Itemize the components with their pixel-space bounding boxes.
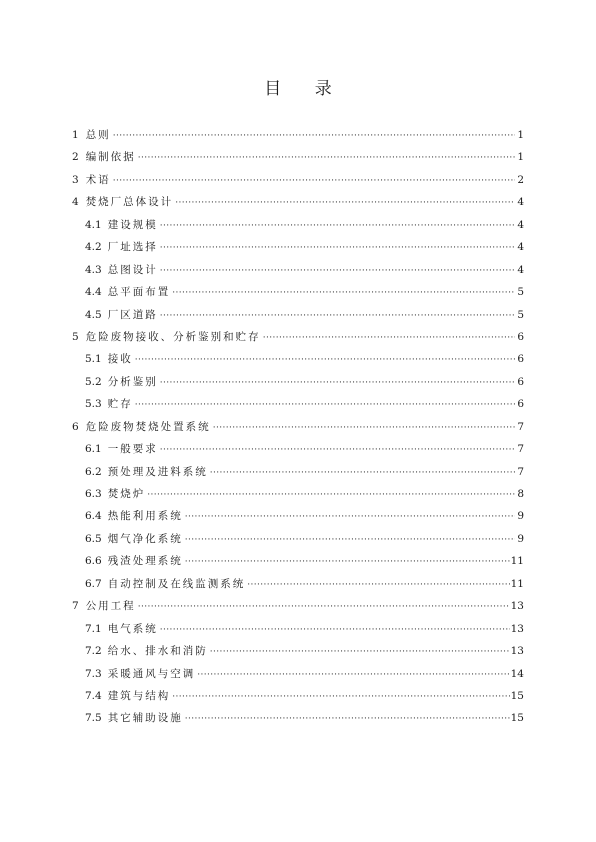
toc-entry[interactable] xyxy=(72,461,524,483)
toc-entry[interactable] xyxy=(72,707,524,729)
toc-entry-title: 分析鉴别 xyxy=(107,375,158,388)
toc-entry[interactable] xyxy=(72,483,524,505)
toc-entry-page-number: 15 xyxy=(510,712,524,725)
toc-entry-page-number: 4 xyxy=(517,196,524,209)
toc-entry-page-number: 14 xyxy=(510,667,524,680)
toc-dot-leader xyxy=(160,214,515,236)
toc-entry[interactable] xyxy=(72,528,524,550)
toc-entry[interactable] xyxy=(72,146,524,168)
toc-dot-leader xyxy=(135,393,515,415)
toc-dot-leader xyxy=(138,595,510,617)
toc-entry-title: 编制依据 xyxy=(85,151,136,164)
toc-entry-number: 6.7 xyxy=(85,577,102,590)
toc-dot-leader xyxy=(113,124,515,146)
toc-dot-leader xyxy=(113,169,515,191)
toc-entry-number: 4.5 xyxy=(85,308,102,321)
toc-entry[interactable] xyxy=(72,505,524,527)
toc-entry-number: 4 xyxy=(72,196,79,209)
toc-entry-page-number: 1 xyxy=(517,151,524,164)
table-of-contents xyxy=(72,124,524,730)
toc-entry[interactable] xyxy=(72,304,524,326)
toc-entry[interactable] xyxy=(72,348,524,370)
toc-dot-leader xyxy=(160,618,510,640)
toc-entry-page-number: 9 xyxy=(517,510,524,523)
toc-entry-title: 给水、排水和消防 xyxy=(107,645,208,658)
toc-entry[interactable] xyxy=(72,124,524,146)
toc-dot-leader xyxy=(247,573,509,595)
toc-entry[interactable] xyxy=(72,169,524,191)
toc-entry-number: 7.3 xyxy=(85,667,102,680)
toc-entry-number: 5.2 xyxy=(85,375,102,388)
toc-dot-leader xyxy=(213,416,515,438)
toc-dot-leader xyxy=(185,528,515,550)
toc-entry-number: 6.6 xyxy=(85,555,102,568)
toc-entry-number: 4.3 xyxy=(85,263,102,276)
toc-entry-number: 6.4 xyxy=(85,510,102,523)
toc-dot-leader xyxy=(185,505,515,527)
toc-dot-leader xyxy=(175,191,515,213)
page-title: 目 录 xyxy=(264,79,346,99)
toc-entry-number: 6.5 xyxy=(85,532,102,545)
toc-entry-title: 危险废物接收、分析鉴别和贮存 xyxy=(85,330,261,343)
toc-entry-page-number: 8 xyxy=(517,488,524,500)
toc-entry[interactable] xyxy=(72,685,524,707)
toc-entry-title: 总图设计 xyxy=(107,263,158,276)
toc-entry-title: 厂址选择 xyxy=(107,241,158,254)
toc-entry[interactable] xyxy=(72,640,524,662)
toc-dot-leader xyxy=(160,259,515,281)
toc-dot-leader xyxy=(160,236,515,258)
toc-entry-page-number: 9 xyxy=(517,532,524,545)
toc-entry-title: 热能利用系统 xyxy=(107,510,183,523)
toc-entry-number: 7 xyxy=(72,600,79,613)
toc-entry-title: 残渣处理系统 xyxy=(107,555,183,568)
toc-entry[interactable] xyxy=(72,371,524,393)
toc-entry-title: 建筑与结构 xyxy=(107,689,171,702)
toc-entry-title: 公用工程 xyxy=(85,600,136,613)
toc-entry[interactable] xyxy=(72,214,524,236)
toc-entry-number: 6.1 xyxy=(85,443,102,456)
toc-entry[interactable] xyxy=(72,281,524,303)
toc-dot-leader xyxy=(210,640,510,662)
toc-entry-number: 4.4 xyxy=(85,286,102,299)
toc-entry-page-number: 13 xyxy=(510,622,524,635)
toc-entry-title: 采暖通风与空调 xyxy=(107,667,196,680)
toc-entry-number: 6.3 xyxy=(85,488,102,500)
toc-entry-page-number: 15 xyxy=(510,689,524,702)
toc-entry-title: 接收 xyxy=(107,353,133,366)
toc-entry-title: 一般要求 xyxy=(107,443,158,456)
toc-entry-page-number: 6 xyxy=(517,353,524,366)
toc-entry-title: 术语 xyxy=(85,173,111,186)
toc-entry[interactable] xyxy=(72,595,524,617)
toc-entry[interactable] xyxy=(72,438,524,460)
toc-entry-number: 1 xyxy=(72,129,79,141)
toc-entry[interactable] xyxy=(72,618,524,640)
toc-entry-title: 厂区道路 xyxy=(107,308,158,321)
toc-entry-title: 其它辅助设施 xyxy=(107,712,183,725)
toc-entry-number: 3 xyxy=(72,173,79,186)
toc-entry-number: 2 xyxy=(72,151,79,164)
toc-dot-leader xyxy=(197,663,509,685)
toc-entry-number: 7.2 xyxy=(85,645,102,658)
toc-dot-leader xyxy=(185,550,510,572)
toc-entry[interactable] xyxy=(72,663,524,685)
toc-entry[interactable] xyxy=(72,550,524,572)
toc-entry-page-number: 1 xyxy=(517,129,524,141)
toc-entry-title: 烟气净化系统 xyxy=(107,532,183,545)
toc-entry-page-number: 7 xyxy=(517,443,524,456)
toc-entry-number: 6 xyxy=(72,420,79,433)
toc-entry-page-number: 7 xyxy=(517,465,524,478)
toc-entry-number: 4.1 xyxy=(85,218,102,231)
toc-entry-title: 危险废物焚烧处置系统 xyxy=(85,420,211,433)
toc-entry-title: 总则 xyxy=(85,129,111,141)
toc-entry[interactable] xyxy=(72,191,524,213)
toc-entry-number: 6.2 xyxy=(85,465,102,478)
toc-entry-page-number: 4 xyxy=(517,241,524,254)
toc-dot-leader xyxy=(263,326,515,348)
toc-dot-leader xyxy=(138,146,515,168)
toc-entry[interactable] xyxy=(72,259,524,281)
toc-entry-page-number: 11 xyxy=(510,555,524,568)
toc-entry-title: 自动控制及在线监测系统 xyxy=(107,577,246,590)
toc-entry-title: 焚烧厂总体设计 xyxy=(85,196,174,209)
toc-entry[interactable] xyxy=(72,326,524,348)
toc-entry-page-number: 4 xyxy=(517,263,524,276)
toc-entry-page-number: 5 xyxy=(517,286,524,299)
toc-entry[interactable] xyxy=(72,573,524,595)
toc-dot-leader xyxy=(210,461,515,483)
toc-entry-title: 贮存 xyxy=(107,398,133,411)
toc-dot-leader xyxy=(147,483,515,505)
toc-entry-page-number: 2 xyxy=(517,173,524,186)
toc-entry-title: 预处理及进料系统 xyxy=(107,465,208,478)
toc-dot-leader xyxy=(160,304,515,326)
toc-entry-number: 5.1 xyxy=(85,353,102,366)
toc-dot-leader xyxy=(185,707,510,729)
toc-dot-leader xyxy=(135,348,515,370)
toc-entry-page-number: 13 xyxy=(510,600,524,613)
toc-entry-page-number: 6 xyxy=(517,330,524,343)
toc-dot-leader xyxy=(160,438,515,460)
toc-entry-number: 7.4 xyxy=(85,689,102,702)
toc-entry-number: 5 xyxy=(72,330,79,343)
toc-entry-page-number: 7 xyxy=(517,420,524,433)
toc-entry-title: 建设规模 xyxy=(107,218,158,231)
toc-entry-page-number: 5 xyxy=(517,308,524,321)
toc-entry-page-number: 4 xyxy=(517,218,524,231)
toc-entry-title: 总平面布置 xyxy=(107,286,171,299)
toc-dot-leader xyxy=(172,685,509,707)
toc-entry-title: 电气系统 xyxy=(107,622,158,635)
toc-entry-number: 4.2 xyxy=(85,241,102,254)
toc-entry[interactable] xyxy=(72,393,524,415)
toc-entry-title: 焚烧炉 xyxy=(107,488,146,500)
toc-entry-number: 5.3 xyxy=(85,398,102,411)
toc-entry-number: 7.5 xyxy=(85,712,102,725)
toc-entry-page-number: 11 xyxy=(510,577,524,590)
toc-entry-page-number: 6 xyxy=(517,398,524,411)
toc-entry[interactable] xyxy=(72,416,524,438)
toc-entry-page-number: 6 xyxy=(517,375,524,388)
toc-dot-leader xyxy=(160,371,515,393)
toc-dot-leader xyxy=(172,281,515,303)
toc-entry[interactable] xyxy=(72,236,524,258)
toc-entry-page-number: 13 xyxy=(510,645,524,658)
toc-entry-number: 7.1 xyxy=(85,622,102,635)
